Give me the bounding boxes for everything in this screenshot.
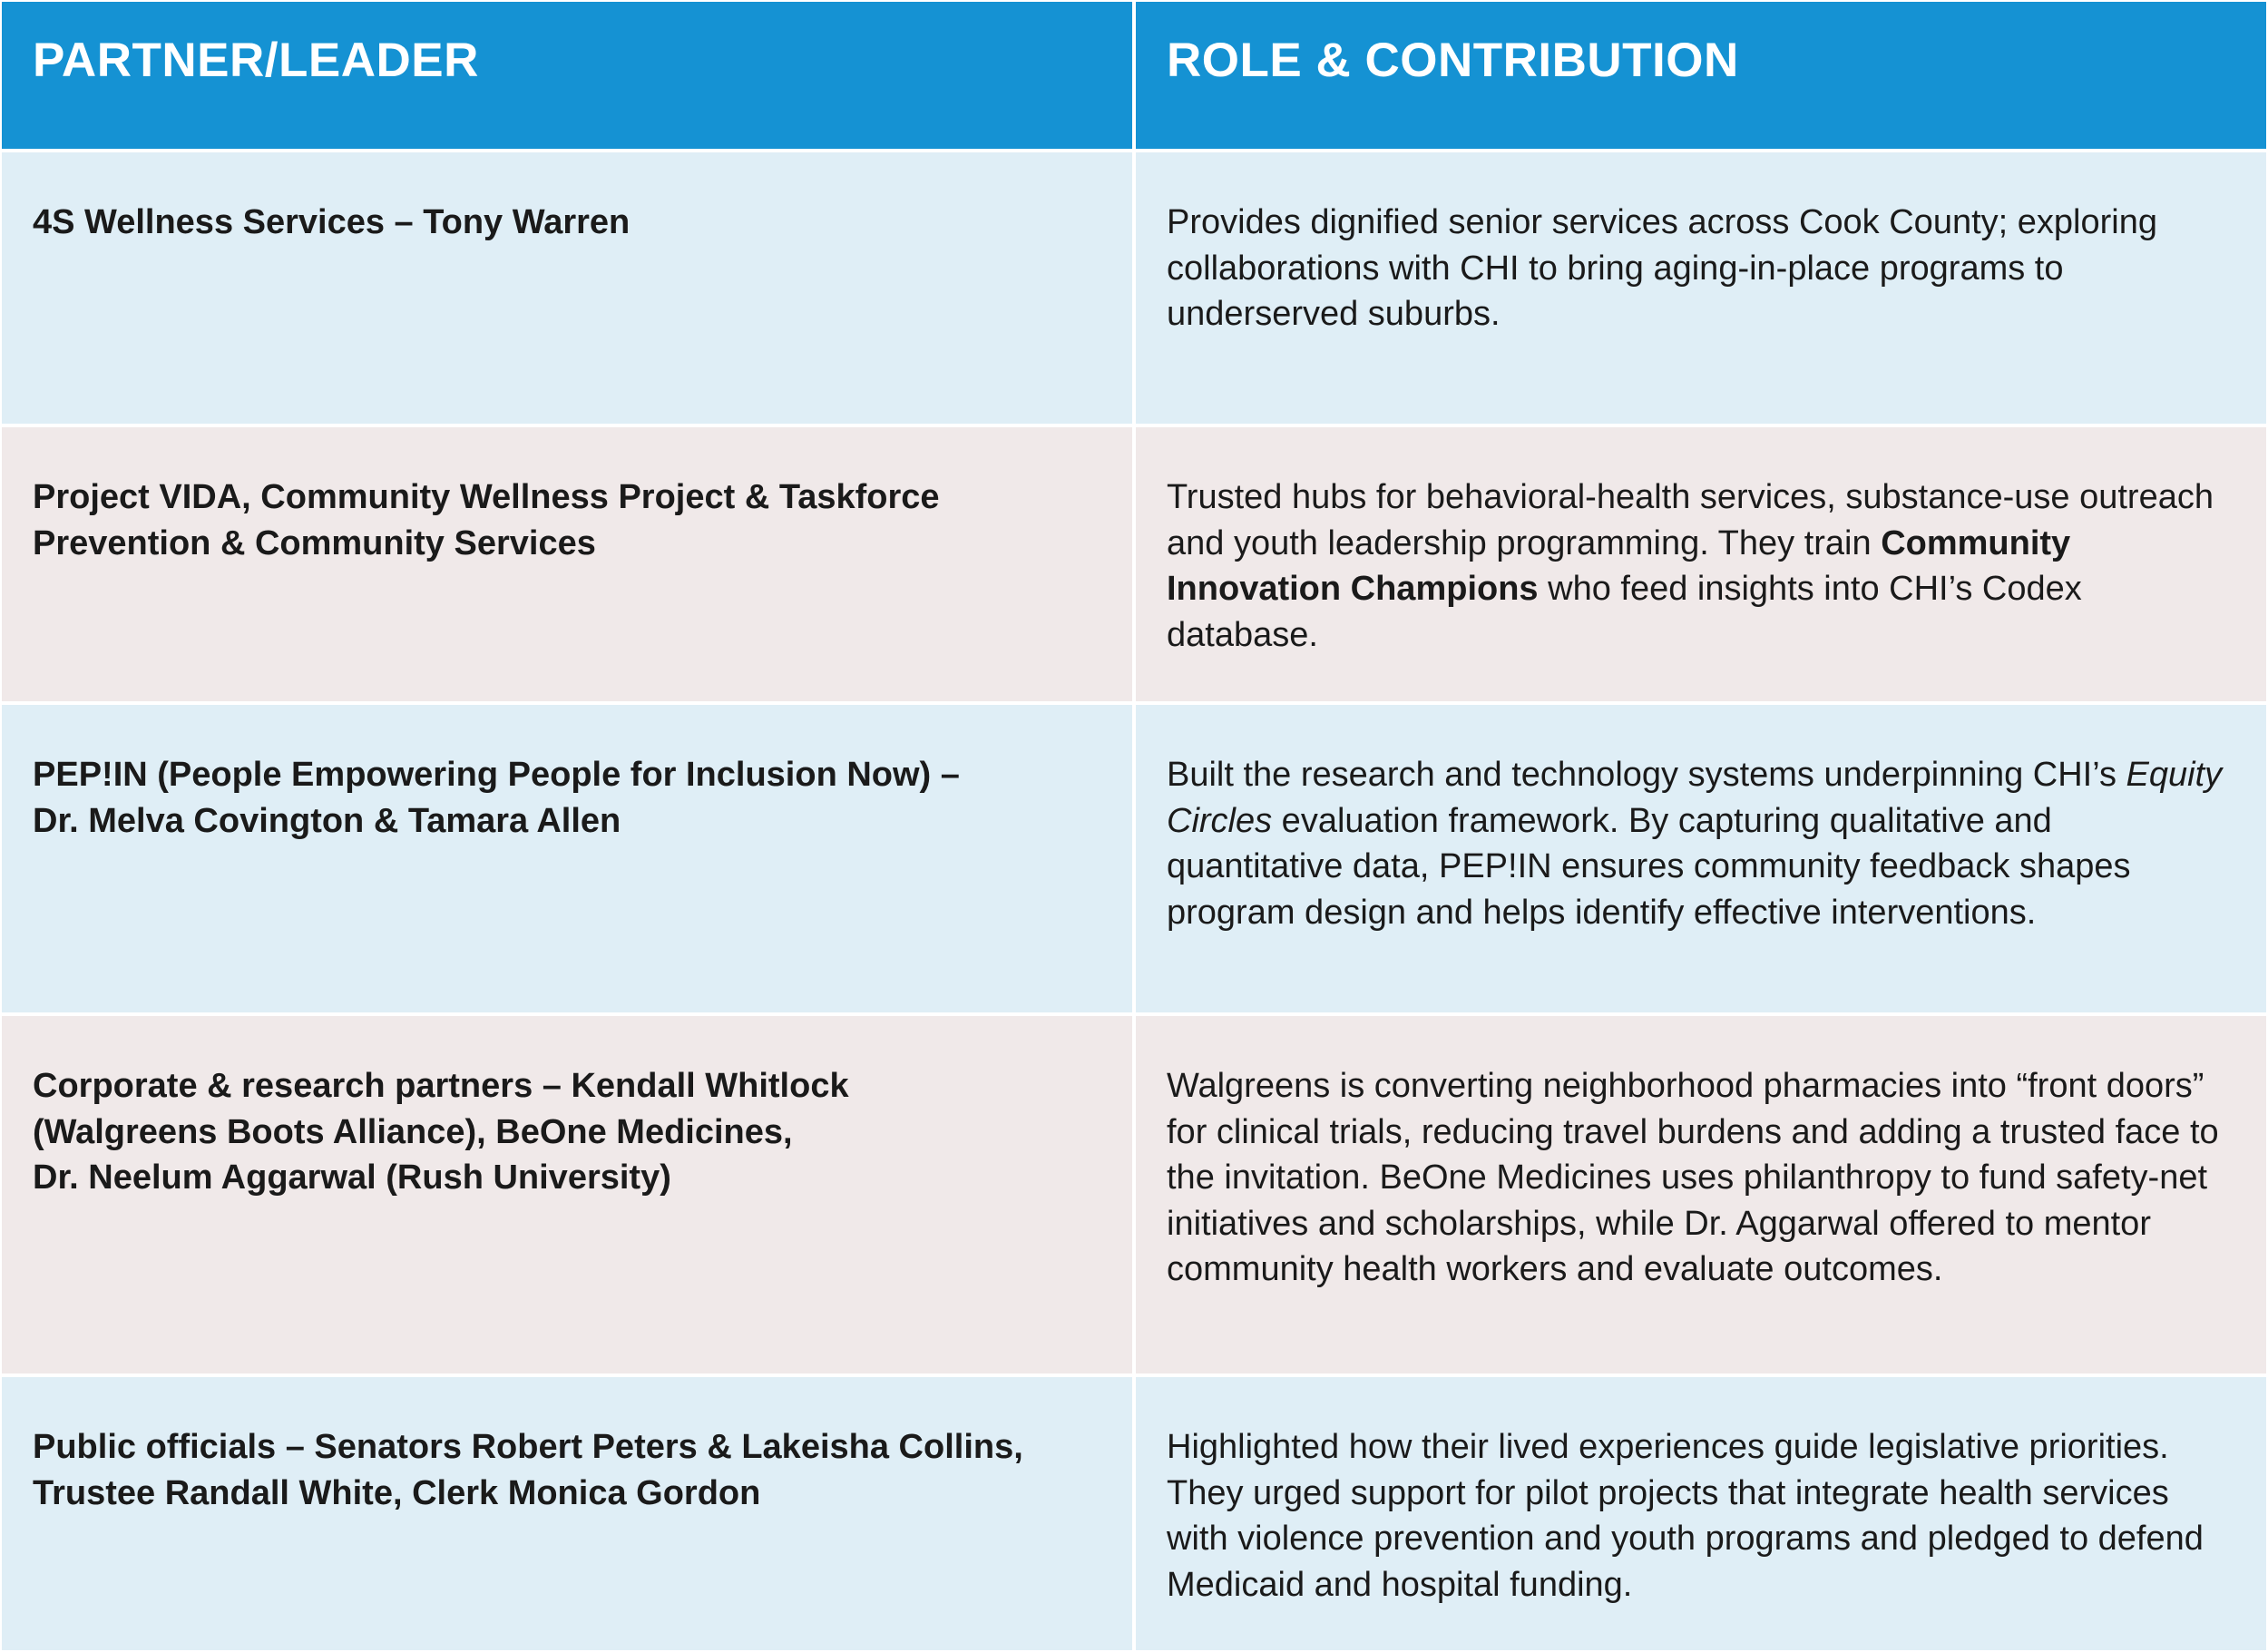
partner-line: PEP!IN (People Empowering People for Inclusion Now) – [33,756,960,794]
role-emphasis: Equity Circles [1167,756,2223,840]
table-row [2,1377,2266,1650]
partner-cell: Project VIDA, Community Wellness Project & Taskforce Prevention & Community Services [2,427,1132,701]
header-role-contribution: ROLE & CONTRIBUTION [1136,2,2266,149]
role-emphasis: Community Innovation Champions [1167,523,2071,608]
role-cell: Provides dignified senior services across Cook County; exploring collaborations with CHI to bring aging-in-place programs to underserved suburbs. [1136,152,2266,424]
partner-cell: 4S Wellness Services – Tony Warren [2,152,1132,424]
role-text: who feed insights into CHI’s Codex database. [1167,570,2082,654]
role-text: evaluation framework. By capturing qualitative and quantitative data, PEP!IN ensures community feedback shapes program design and helps identify effective interventions. [1167,801,2131,932]
table-row [2,152,2266,424]
role-text: Built the research and technology systems underpinning CHI’s [1167,756,2126,794]
partner-cell: Public officials – Senators Robert Peters & Lakeisha Collins, Trustee Randall White, Clerk Monica Gordon [2,1377,1132,1650]
role-cell [1136,427,2266,701]
role-text: Trusted hubs for behavioral-health services, substance-use outreach and youth leadership programming. They train [1167,478,2214,562]
role-cell [1136,705,2266,1012]
table-row [2,427,2266,701]
partners-table [2,2,2266,1650]
partner-line: Dr. Melva Covington & Tamara Allen [33,801,621,840]
table-row [2,705,2266,1012]
partner-cell [2,1016,1132,1373]
partner-line: (Walgreens Boots Alliance), BeOne Medicines, [33,1112,793,1151]
partner-cell [2,705,1132,1012]
partner-line: Corporate & research partners – Kendall Whitlock [33,1067,849,1105]
role-cell: Highlighted how their lived experiences guide legislative priorities. They urged support for pilot projects that integrate health services with violence prevention and youth programs and pledged to defend Medicaid and hospital funding. [1136,1377,2266,1650]
table-header-row [2,2,2266,149]
table-row [2,1016,2266,1373]
partner-line: Dr. Neelum Aggarwal (Rush University) [33,1158,671,1197]
header-partner-leader: PARTNER/LEADER [2,2,1132,149]
role-cell: Walgreens is converting neighborhood pharmacies into “front doors” for clinical trials, reducing travel burdens and adding a trusted face to the invitation. BeOne Medicines uses philanthropy to fund safety-net initiatives and scholarships, while Dr. Aggarwal offered to mentor community health workers and evaluate outcomes. [1136,1016,2266,1373]
